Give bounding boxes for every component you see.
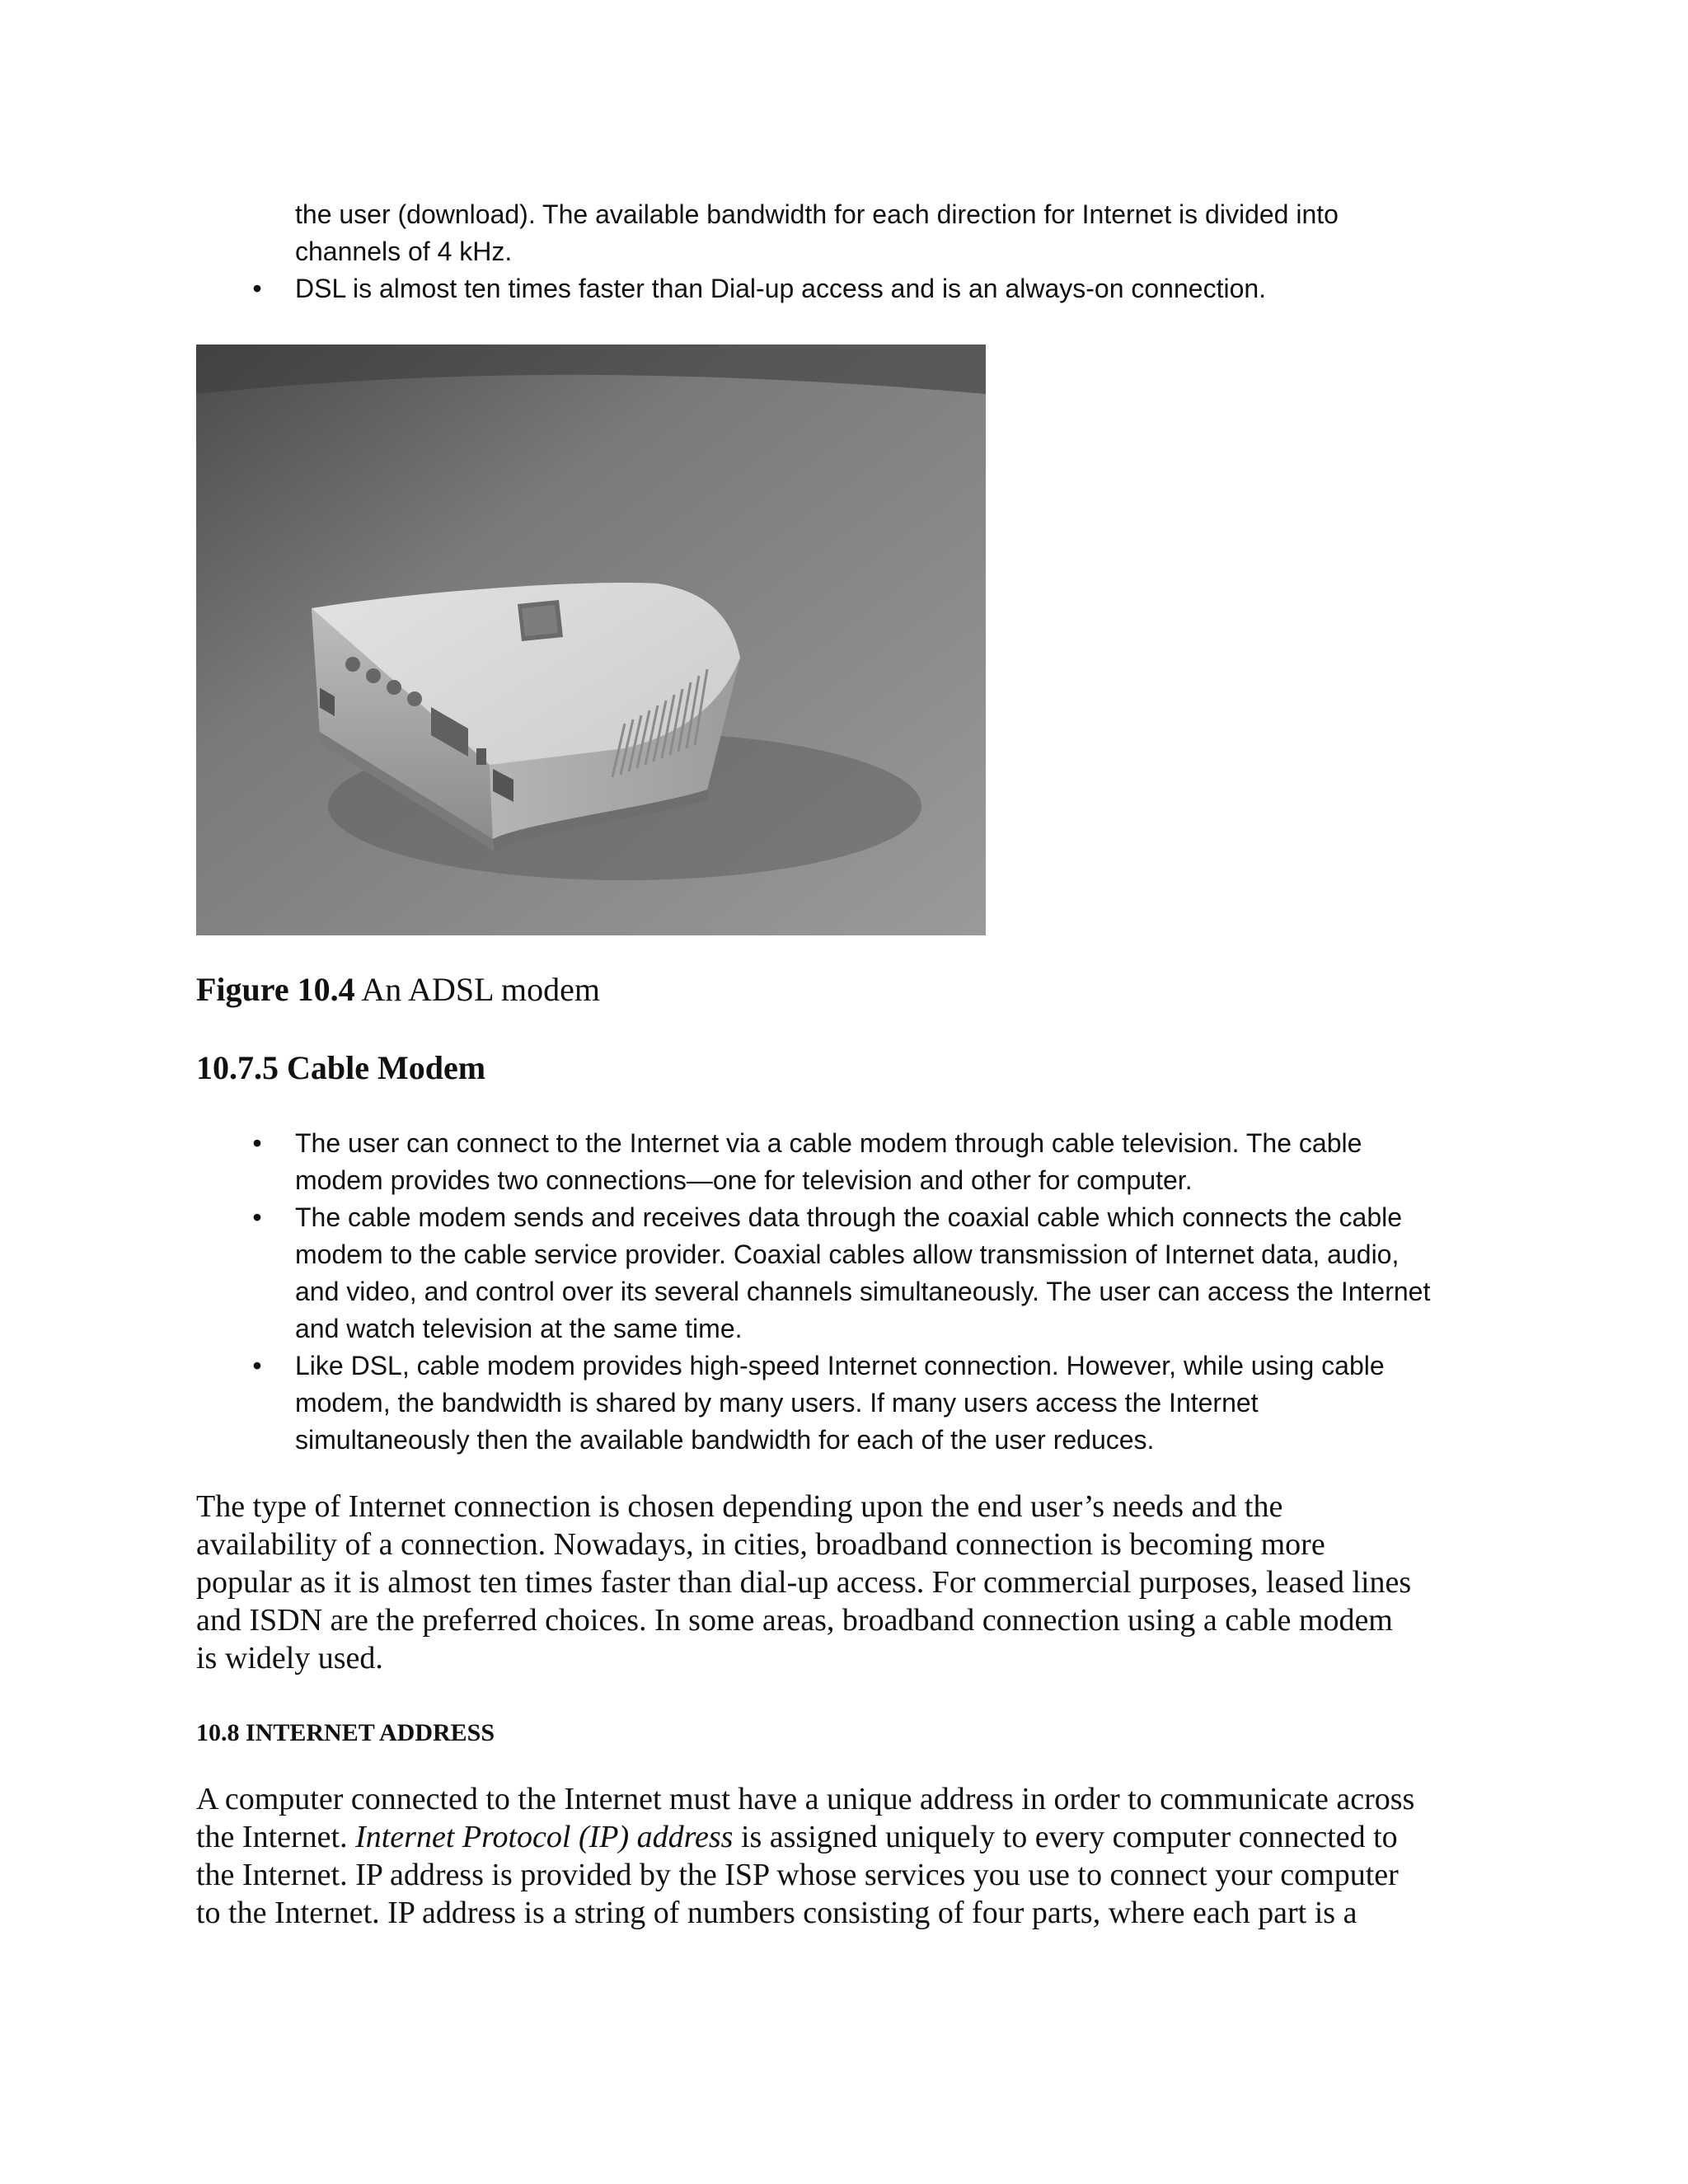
text-line: The type of Internet connection is chosen depending upon the end user’s needs and the: [196, 1489, 1283, 1524]
internet-address-paragraph: [196, 1780, 1482, 1932]
text-line: popular as it is almost ten times faster than dial-up access. For commercial purposes, leased lines: [196, 1565, 1412, 1600]
text-line: the user (download). The available bandwidth for each direction for Internet is divided into: [295, 199, 1339, 229]
text-line: DSL is almost ten times faster than Dial-up access and is an always-on connection.: [295, 274, 1267, 303]
text-segment: the Internet.: [196, 1820, 356, 1854]
text-line: [196, 1818, 1482, 1856]
bullet-item: [247, 1347, 1484, 1459]
text-line: the Internet. IP address is provided by the ISP whose services you use to connect your computer: [196, 1858, 1399, 1892]
text-line: The cable modem sends and receives data through the coaxial cable which connects the cable: [295, 1202, 1403, 1232]
text-line: The user can connect to the Internet via a cable modem through cable television. The cable: [295, 1128, 1362, 1158]
text-line: to the Internet. IP address is a string of numbers consisting of four parts, where each part is a: [196, 1896, 1357, 1930]
internet-address-heading: 10.8 INTERNET ADDRESS: [196, 1719, 495, 1746]
cable-modem-bullet-list: [247, 1125, 1484, 1459]
text-line: is widely used.: [196, 1641, 383, 1675]
figure-label: Figure 10.4: [196, 971, 355, 1008]
bullet-item: [247, 1125, 1484, 1199]
text-segment: is assigned uniquely to every computer connected to: [733, 1820, 1398, 1854]
text-line: modem, the bandwidth is shared by many users. If many users access the Internet: [295, 1388, 1259, 1418]
text-line: and ISDN are the preferred choices. In some areas, broadband connection using a cable modem: [196, 1603, 1393, 1638]
figure-caption: [196, 968, 600, 1011]
body-paragraph: [196, 1488, 1482, 1677]
text-line: and video, and control over its several channels simultaneously. The user can access the Internet: [295, 1277, 1431, 1306]
top-bullet-list: [247, 196, 1484, 307]
ip-address-term: Internet Protocol (IP) address: [355, 1820, 734, 1854]
section-heading: 10.7.5 Cable Modem: [196, 1049, 486, 1086]
text-line: A computer connected to the Internet must have a unique address in order to communicate across: [196, 1782, 1415, 1816]
text-line: Like DSL, cable modem provides high-speed Internet connection. However, while using cable: [295, 1351, 1385, 1380]
bullet-continuation: [247, 196, 1484, 270]
bullet-icon: •: [252, 1351, 262, 1380]
text-line: and watch television at the same time.: [295, 1314, 743, 1343]
bullet-item: [247, 1199, 1484, 1347]
bullet-icon: •: [252, 1128, 262, 1158]
text-line: modem provides two connections—one for television and other for computer.: [295, 1165, 1193, 1195]
text-line: simultaneously then the available bandwidth for each of the user reduces.: [295, 1425, 1155, 1455]
text-line: modem to the cable service provider. Coaxial cables allow transmission of Internet data, audio,: [295, 1240, 1400, 1269]
text-line: channels of 4 kHz.: [295, 237, 513, 266]
bullet-icon: •: [252, 1202, 262, 1232]
bullet-item: [247, 270, 1484, 307]
figure-caption-text: An ADSL modem: [354, 971, 600, 1008]
adsl-modem-photo: [196, 344, 986, 935]
text-line: availability of a connection. Nowadays, in cities, broadband connection is becoming more: [196, 1527, 1325, 1562]
bullet-icon: •: [252, 274, 262, 303]
